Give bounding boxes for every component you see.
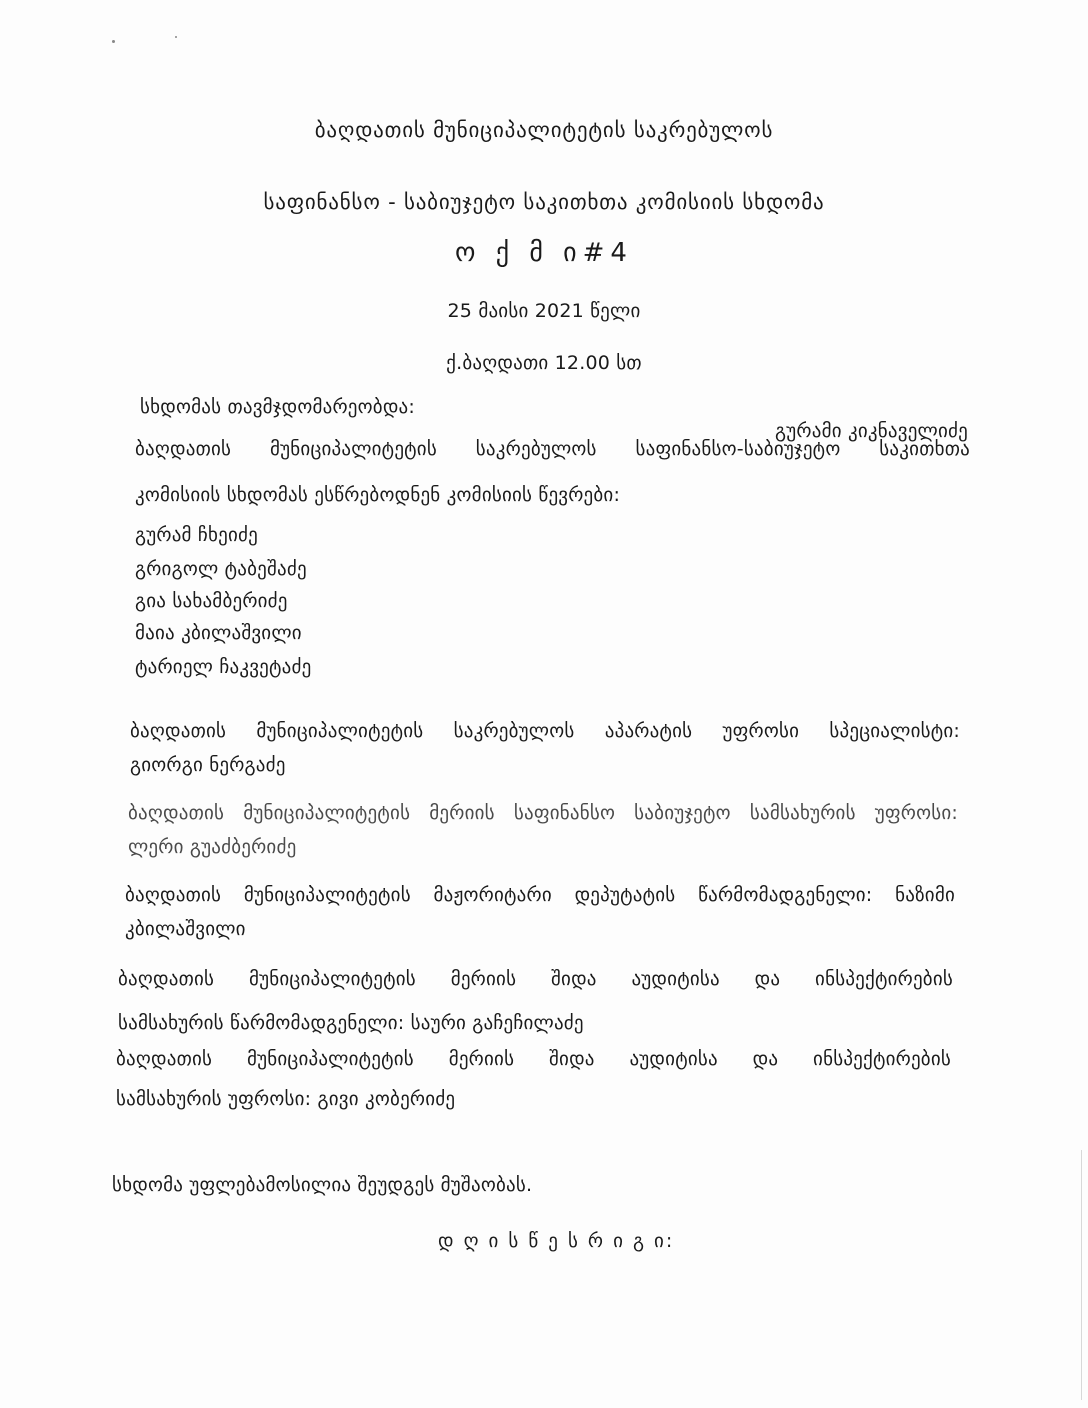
attendee-line: ლერი გუაძბერიძე bbox=[128, 836, 297, 858]
protocol-heading: ო ქ მ ი#4 bbox=[455, 238, 633, 268]
document-title-line2: საფინანსო - საბიუჯეტო საკითხთა კომისიის სხდომა bbox=[263, 190, 825, 214]
attendee-line: ბაღდათის მუნიციპალიტეტის საკრებულოს აპარატის უფროსი სპეციალისტი: bbox=[130, 720, 960, 742]
agenda-heading: დ ღ ი ს წ ე ს რ ი გ ი: bbox=[438, 1230, 675, 1252]
member-name: გურამ ჩხეიძე bbox=[135, 524, 259, 546]
attendee-line: ბაღდათის მუნიციპალიტეტის მერიის შიდა აუდიტისა და ინსპექტირების bbox=[118, 968, 953, 990]
quorum-statement: სხდომა უფლებამოსილია შეუდგეს მუშაობას. bbox=[112, 1174, 533, 1196]
document-title-line1: ბაღდათის მუნიციპალიტეტის საკრებულოს bbox=[314, 118, 774, 142]
member-name: გია სახამბერიძე bbox=[135, 590, 288, 612]
attendee-line: ბაღდათის მუნიციპალიტეტის მერიის შიდა აუდიტისა და ინსპექტირების bbox=[116, 1048, 951, 1070]
attendee-line: სამსახურის უფროსი: გივი კობერიძე bbox=[116, 1088, 456, 1110]
member-name: გრიგოლ ტაბეშაძე bbox=[135, 558, 307, 580]
chair-label: სხდომას თავმჯდომარეობდა: bbox=[140, 396, 416, 418]
meeting-date: 25 მაისი 2021 წელი bbox=[447, 300, 641, 322]
meeting-place-time: ქ.ბაღდათი 12.00 სთ bbox=[446, 352, 642, 374]
attendee-line: გიორგი ნერგაძე bbox=[130, 754, 286, 776]
scan-speck bbox=[112, 40, 115, 43]
attendee-line: ბაღდათის მუნიციპალიტეტის მაჟორიტარი დეპუტატის წარმომადგენელი: ნაზიმი bbox=[125, 884, 955, 906]
attendee-line: ბაღდათის მუნიციპალიტეტის მერიის საფინანსო საბიუჯეტო სამსახურის უფროსი: bbox=[128, 802, 958, 824]
members-intro-line1: ბაღდათის მუნიციპალიტეტის საკრებულოს საფინანსო-საბიუჯეტო საკითხთა bbox=[135, 438, 970, 460]
attendee-line: სამსახურის წარმომადგენელი: საური გაჩეჩილაძე bbox=[118, 1012, 584, 1034]
chair-name: გურამი კიკნაველიძე bbox=[775, 420, 968, 442]
scan-edge-line bbox=[1081, 1150, 1082, 1400]
scan-speck bbox=[175, 36, 177, 38]
members-intro-line2: კომისიის სხდომას ესწრებოდნენ კომისიის წევრები: bbox=[135, 484, 621, 506]
member-name: მაია კბილაშვილი bbox=[135, 622, 302, 644]
attendee-line: კბილაშვილი bbox=[125, 918, 246, 940]
member-name: ტარიელ ჩაკვეტაძე bbox=[135, 656, 312, 678]
